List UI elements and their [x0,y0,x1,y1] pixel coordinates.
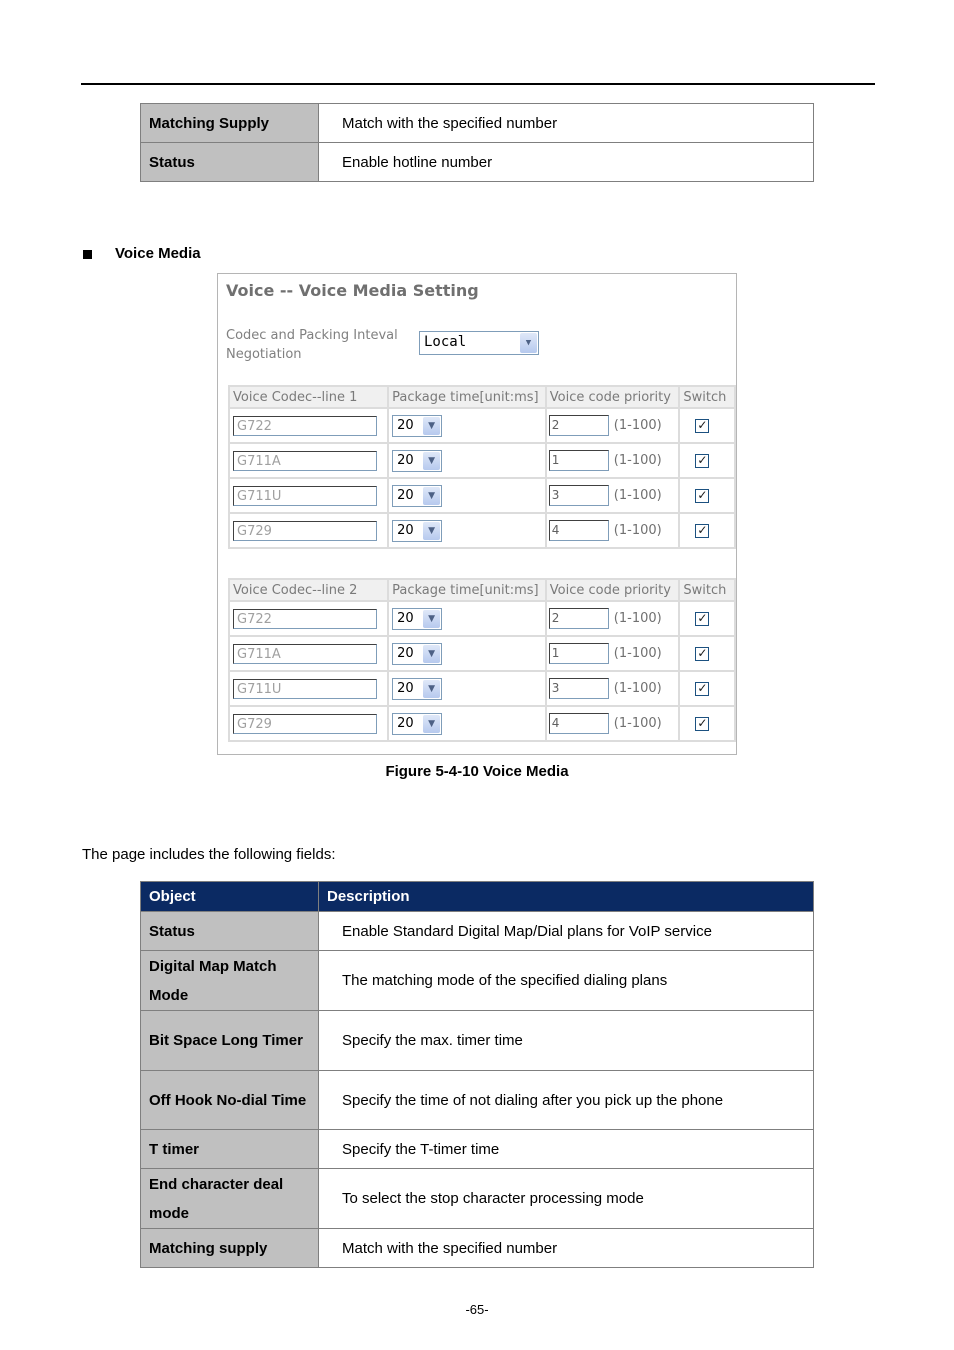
table-row [230,444,734,477]
priority-range: (1-100) [613,418,662,433]
switch-checkbox[interactable] [695,524,709,538]
package-time-select[interactable] [392,643,442,665]
object-cell: Digital Map Match Mode [141,951,319,1011]
object-cell: End character deal mode [141,1169,319,1229]
priority-field[interactable]: 1 [549,643,609,664]
priority-range: (1-100) [613,453,662,468]
checkmark-icon: ✓ [697,680,708,695]
package-time-select[interactable] [392,415,442,437]
codec-table-line-1 [228,385,736,549]
codec-field[interactable]: G711U [233,679,377,699]
table-row [230,602,734,635]
codec-field[interactable]: G711A [233,451,377,471]
priority-field[interactable]: 2 [549,415,609,436]
switch-checkbox[interactable] [695,647,709,661]
package-time-header: Package time[unit:ms] [389,387,545,407]
switch-checkbox[interactable] [695,682,709,696]
chevron-down-icon[interactable]: ▼ [423,680,440,698]
package-time-value: 20 [397,522,414,538]
priority-header: Voice code priority [547,580,679,600]
priority-header: Voice code priority [547,387,679,407]
description-cell: Match with the specified number [319,1229,814,1268]
switch-checkbox[interactable] [695,717,709,731]
package-time-value: 20 [397,715,414,731]
priority-range: (1-100) [613,716,662,731]
checkmark-icon: ✓ [697,645,708,660]
object-cell: T timer [141,1130,319,1169]
table-row [141,1011,814,1071]
codec-column-header: Voice Codec--line 1 [230,387,387,407]
switch-checkbox[interactable] [695,454,709,468]
negotiation-label: Codec and Packing Inteval Negotiation [226,328,398,362]
package-time-value: 20 [397,487,414,503]
screenshot-title: Voice -- Voice Media Setting [226,281,479,300]
package-time-value: 20 [397,645,414,661]
intro-text: The page includes the following fields: [82,846,336,863]
chevron-down-icon[interactable]: ▼ [423,610,440,628]
checkmark-icon: ✓ [697,715,708,730]
codec-field[interactable]: G722 [233,609,377,629]
table-header-row [141,882,814,912]
checkmark-icon: ✓ [697,487,708,502]
package-time-select[interactable] [392,450,442,472]
priority-range: (1-100) [613,523,662,538]
codec-field[interactable]: G722 [233,416,377,436]
priority-field[interactable]: 4 [549,520,609,541]
priority-field[interactable]: 1 [549,450,609,471]
checkmark-icon: ✓ [697,417,708,432]
voice-media-screenshot [217,273,737,755]
table-row [141,1229,814,1268]
object-cell: Off Hook No-dial Time [141,1071,319,1130]
priority-range: (1-100) [613,611,662,626]
switch-checkbox[interactable] [695,489,709,503]
description-cell: Specify the max. timer time [319,1011,814,1071]
table-row [230,479,734,512]
table-row [141,951,814,1011]
package-time-select[interactable] [392,608,442,630]
priority-field[interactable]: 4 [549,713,609,734]
table-row [141,1169,814,1229]
package-time-value: 20 [397,417,414,433]
object-cell: Status [141,912,319,951]
checkmark-icon: ✓ [697,522,708,537]
table-row [230,707,734,740]
priority-range: (1-100) [613,488,662,503]
table-row [230,672,734,705]
switch-checkbox[interactable] [695,419,709,433]
description-cell: Specify the T-timer time [319,1130,814,1169]
table-row [141,1130,814,1169]
description-cell: Specify the time of not dialing after you pick up the phone [319,1071,814,1130]
codec-field[interactable]: G711U [233,486,377,506]
switch-checkbox[interactable] [695,612,709,626]
package-time-select[interactable] [392,678,442,700]
codec-header-row [230,580,734,600]
checkmark-icon: ✓ [697,452,708,467]
description-cell: Enable hotline number [319,143,814,182]
figure-caption: Figure 5-4-10 Voice Media [385,763,569,780]
table-row [141,143,814,182]
description-column-header: Description [319,882,814,912]
negotiation-value: Local [424,334,467,350]
codec-column-header: Voice Codec--line 2 [230,580,387,600]
table-row [230,409,734,442]
package-time-header: Package time[unit:ms] [389,580,545,600]
priority-field[interactable]: 2 [549,608,609,629]
description-cell: Match with the specified number [319,104,814,143]
package-time-value: 20 [397,680,414,696]
description-cell: Enable Standard Digital Map/Dial plans for VoIP service [319,912,814,951]
chevron-down-icon[interactable]: ▼ [423,522,440,540]
priority-range: (1-100) [613,681,662,696]
codec-header-row [230,387,734,407]
checkmark-icon: ✓ [697,610,708,625]
hotline-table [140,103,814,182]
chevron-down-icon[interactable]: ▼ [423,417,440,435]
object-cell: Matching Supply [141,104,319,143]
negotiation-select[interactable] [419,331,539,355]
package-time-select[interactable] [392,520,442,542]
object-cell: Matching supply [141,1229,319,1268]
object-cell: Bit Space Long Timer [141,1011,319,1071]
package-time-value: 20 [397,452,414,468]
codec-field[interactable]: G711A [233,644,377,664]
bullet-square-icon [83,250,92,259]
page-number: -65- [465,1302,489,1317]
description-cell: The matching mode of the specified dialing plans [319,951,814,1011]
codec-field[interactable]: G729 [233,714,377,734]
chevron-down-icon[interactable]: ▼ [423,715,440,733]
switch-header: Switch [680,580,734,600]
object-column-header: Object [141,882,319,912]
chevron-down-icon[interactable]: ▼ [423,452,440,470]
priority-field[interactable]: 3 [549,678,609,699]
table-row [230,637,734,670]
chevron-down-icon[interactable]: ▼ [520,333,537,353]
table-row [230,514,734,547]
chevron-down-icon[interactable]: ▼ [423,645,440,663]
priority-field[interactable]: 3 [549,485,609,506]
chevron-down-icon[interactable]: ▼ [423,487,440,505]
priority-range: (1-100) [613,646,662,661]
header-rule [81,83,875,85]
object-cell: Status [141,143,319,182]
codec-field[interactable]: G729 [233,521,377,541]
codec-table-line-2 [228,578,736,742]
table-row [141,1071,814,1130]
description-cell: To select the stop character processing mode [319,1169,814,1229]
package-time-select[interactable] [392,485,442,507]
fields-table [140,881,814,1268]
switch-header: Switch [680,387,734,407]
table-row [141,104,814,143]
package-time-select[interactable] [392,713,442,735]
package-time-value: 20 [397,610,414,626]
table-row [141,912,814,951]
section-heading: Voice Media [115,245,201,262]
